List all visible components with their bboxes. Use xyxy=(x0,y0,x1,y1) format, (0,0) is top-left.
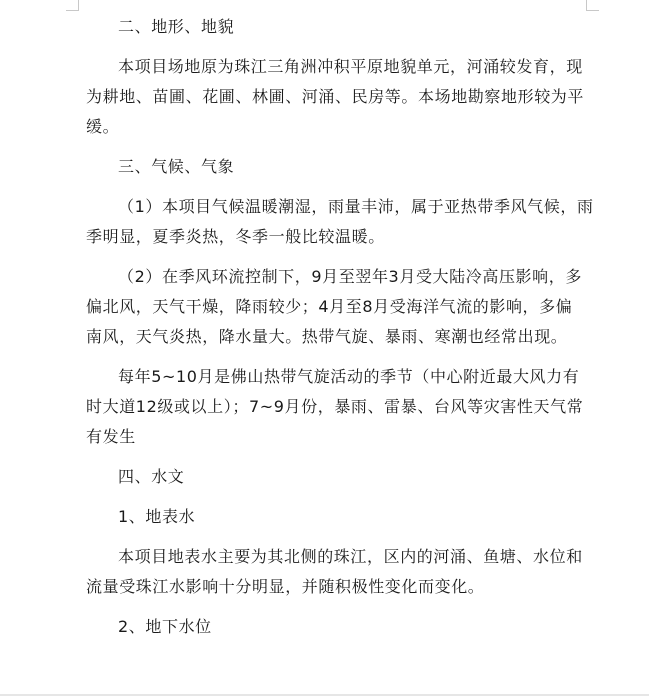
paragraph-line: 缓。 xyxy=(86,117,120,136)
subheading-surface-water: 1、地表水 xyxy=(118,507,196,526)
paragraph-line: 为耕地、苗圃、花圃、林圃、河涌、民房等。本场地勘察地形较为平 xyxy=(86,87,585,106)
paragraph-line: 时大道12级或以上）；7~9月份，暴雨、雷暴、台风等灾害性天气常 xyxy=(86,397,584,416)
paragraph-line: 有发生 xyxy=(86,427,136,446)
heading-hydrology: 四、水文 xyxy=(118,467,185,486)
margin-corner-mark-left xyxy=(66,0,79,11)
paragraph-line: 偏北风，天气干燥，降雨较少；4月至8月受海洋气流的影响，多偏 xyxy=(86,297,573,316)
subheading-groundwater-level: 2、地下水位 xyxy=(118,617,212,636)
document-body xyxy=(86,12,592,642)
heading-terrain: 二、地形、地貌 xyxy=(118,17,235,36)
paragraph-line: （1）本项目气候温暖潮湿，雨量丰沛，属于亚热带季风气候，雨 xyxy=(118,197,594,216)
paragraph-line: 每年5~10月是佛山热带气旋活动的季节（中心附近最大风力有 xyxy=(118,367,580,386)
paragraph-line: 本项目场地原为珠江三角洲冲积平原地貌单元，河涌较发育，现 xyxy=(118,57,583,76)
paragraph-line: 本项目地表水主要为其北侧的珠江，区内的河涌、鱼塘、水位和 xyxy=(118,547,583,566)
heading-climate: 三、气候、气象 xyxy=(118,157,235,176)
paragraph-line: 流量受珠江水影响十分明显，并随积极性变化而变化。 xyxy=(86,577,485,596)
paragraph-line: 季明显，夏季炎热，冬季一般比较温暖。 xyxy=(86,227,385,246)
margin-corner-mark-right xyxy=(586,0,599,11)
paragraph-line: （2）在季风环流控制下，9月至翌年3月受大陆冷高压影响，多 xyxy=(118,267,582,286)
paragraph-line: 南风，天气炎热，降水量大。热带气旋、暴雨、寒潮也经常出现。 xyxy=(86,327,568,346)
